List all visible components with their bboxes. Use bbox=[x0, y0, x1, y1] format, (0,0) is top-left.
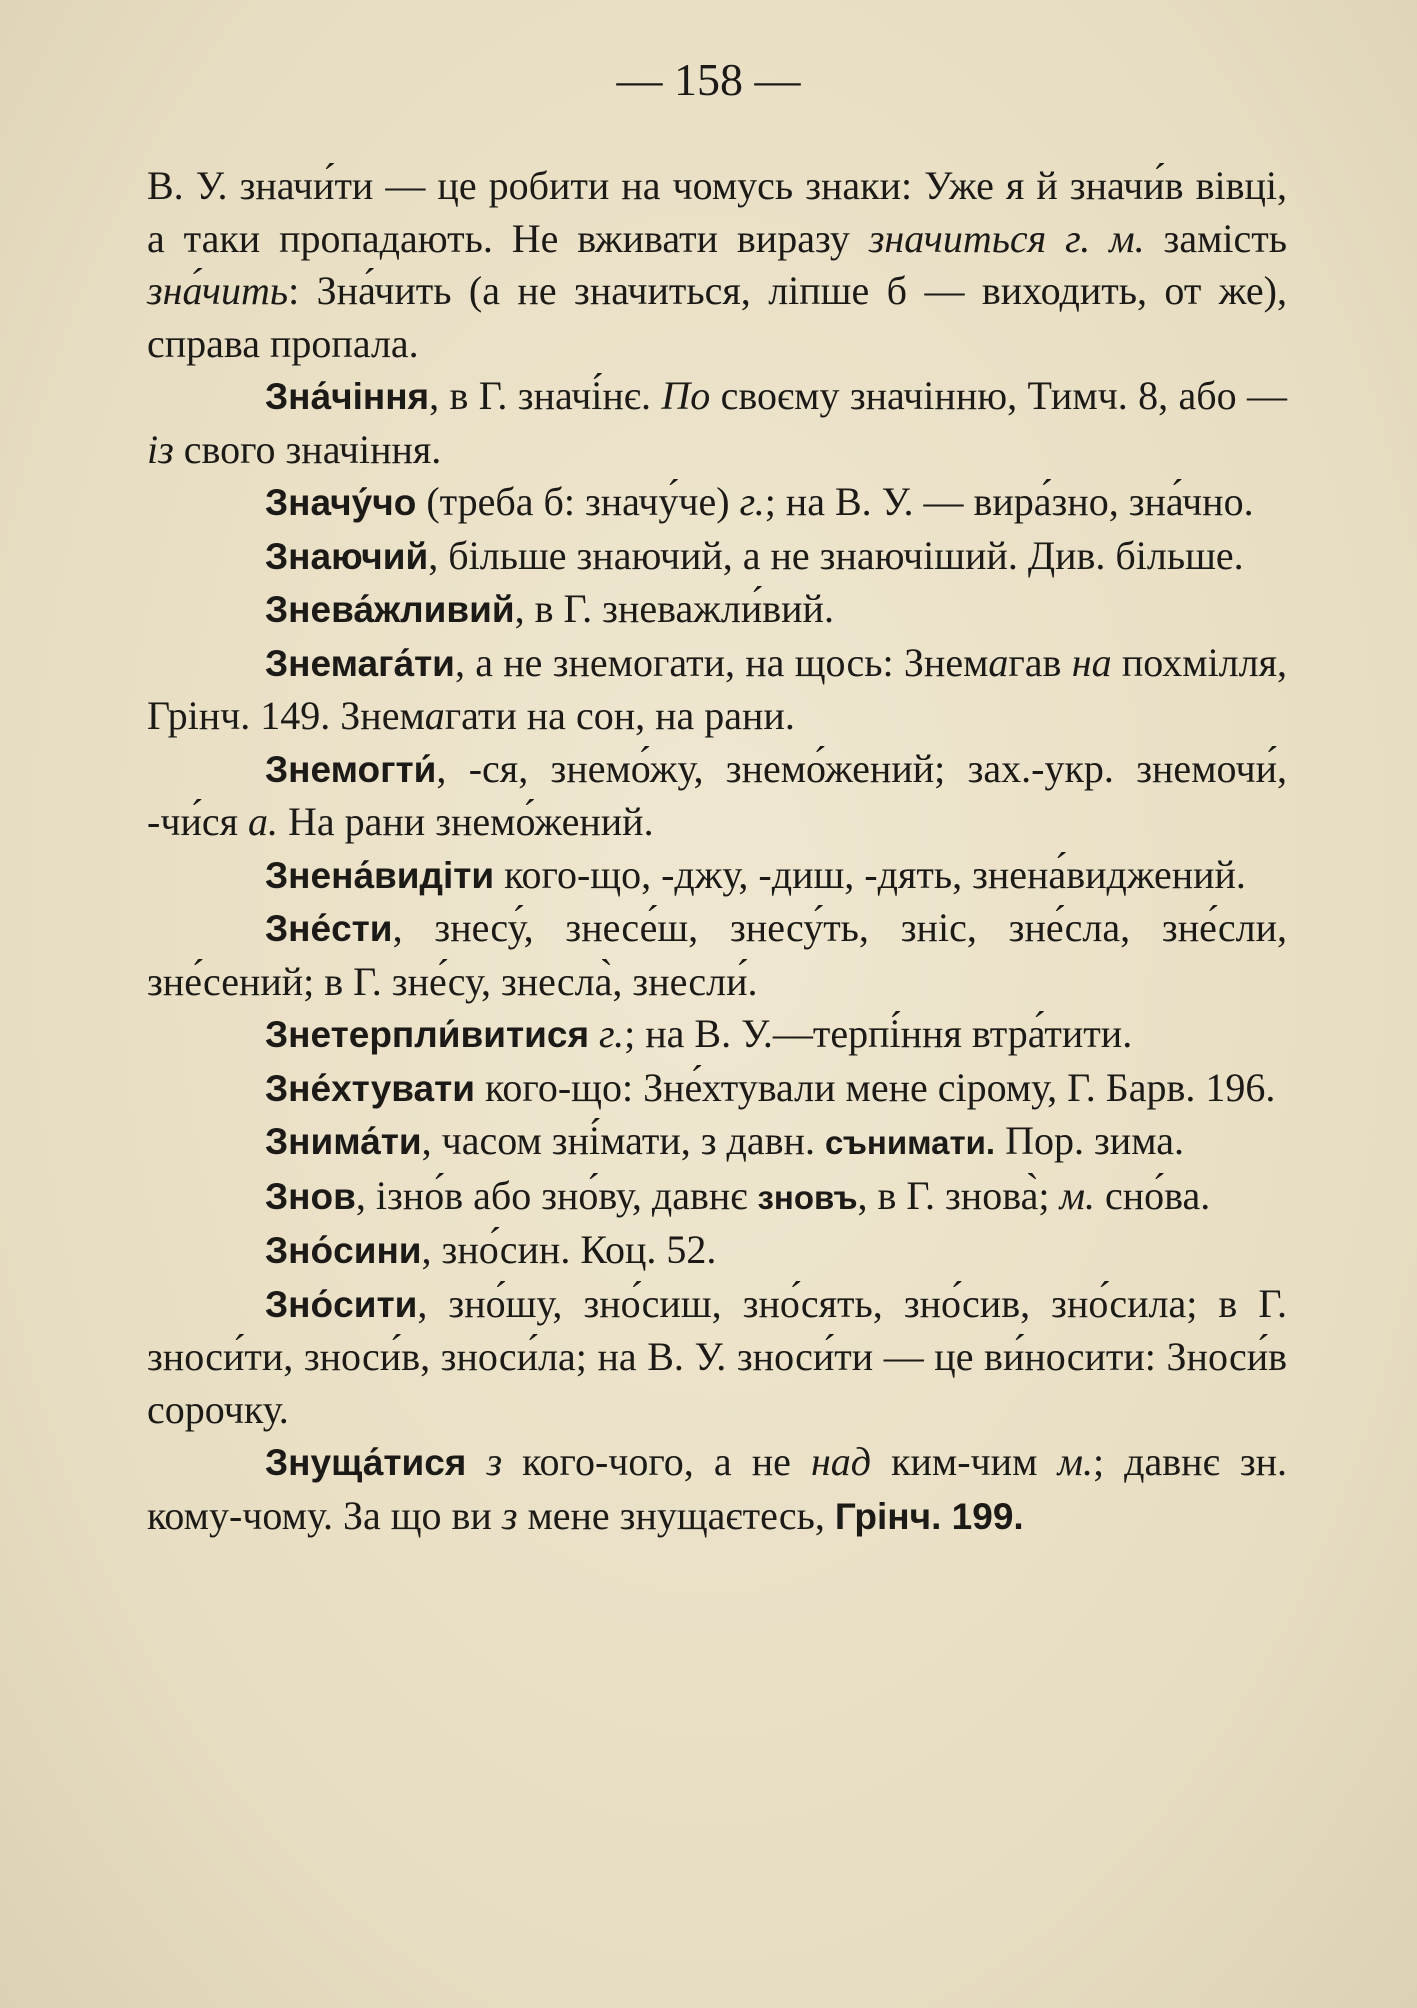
entry-text: , зно́син. Коц. 52. bbox=[421, 1227, 717, 1272]
headword: Зне́хтувати bbox=[265, 1067, 476, 1109]
dictionary-entry bbox=[147, 902, 1287, 1008]
dictionary-entry bbox=[147, 1436, 1287, 1543]
entry-text: гав bbox=[1008, 639, 1072, 685]
dictionary-entry bbox=[147, 1170, 1287, 1225]
headword: Знетерпли́витися bbox=[265, 1014, 590, 1055]
dictionary-entry bbox=[147, 476, 1287, 530]
headword: Знима́ти bbox=[265, 1121, 422, 1162]
entry-text: (треба б: значу́че) bbox=[416, 479, 740, 524]
headword: Знемага́ти bbox=[265, 642, 455, 684]
entry-text: ; давнє зн. кому-чому. За що ви bbox=[147, 1439, 1288, 1538]
entry-text: кого-що, -джу, -диш, -дять, знена́виджений. bbox=[494, 851, 1246, 897]
headword: Знева́жливий bbox=[265, 589, 515, 630]
italic-note: а bbox=[988, 639, 1009, 685]
dictionary-entry bbox=[147, 1278, 1287, 1437]
old-form: сънимати. bbox=[824, 1124, 996, 1161]
entry-text: ; на В. У.—терпі́ння втра́тити. bbox=[624, 1011, 1133, 1056]
entry-text: кого-чого, а не bbox=[502, 1439, 811, 1484]
headword: Зна́чіння bbox=[265, 376, 430, 417]
entry-text: замість bbox=[1144, 215, 1287, 261]
italic-note: із bbox=[147, 426, 174, 472]
entry-text: , більше знаючий, а не знаючіший. Див. більше. bbox=[428, 532, 1244, 578]
italic-note: а bbox=[424, 693, 445, 738]
headword: Знена́видіти bbox=[265, 854, 495, 896]
dictionary-entry bbox=[147, 1062, 1287, 1116]
italic-note: м. bbox=[1059, 1172, 1095, 1218]
dictionary-text bbox=[147, 160, 1287, 1543]
old-form: зновъ bbox=[757, 1178, 858, 1216]
entry-text bbox=[589, 1011, 599, 1056]
entry-text: ; на В. У. — вира́зно, зна́чно. bbox=[764, 479, 1254, 524]
dictionary-entry bbox=[147, 743, 1287, 849]
entry-text: Пор. зима. bbox=[995, 1118, 1184, 1163]
dictionary-entry bbox=[147, 849, 1287, 903]
dictionary-entry bbox=[147, 530, 1287, 584]
italic-note: з bbox=[486, 1439, 503, 1484]
entry-text: сно́ва. bbox=[1094, 1172, 1211, 1218]
italic-note: на bbox=[1071, 639, 1112, 685]
dictionary-entry bbox=[147, 637, 1287, 743]
italic-note: г. bbox=[599, 1011, 625, 1056]
entry-text: , -ся, знемо́жу, знемо́жений; зах.-укр. знемочи́, -чи́ся bbox=[147, 745, 1287, 844]
entry-text: , а не знемогати, на щось: Знем bbox=[454, 639, 989, 685]
entry-text: В. У. значи́ти — це робити на чомусь знаки: Уже я й значи́в вівці, а таки пропадають. Не вживати виразу bbox=[147, 163, 1287, 261]
entry-text: , в Г. знова̀; bbox=[857, 1172, 1060, 1218]
entry-text: своєму значінню, Тимч. 8, або — bbox=[710, 373, 1287, 418]
italic-note: г. bbox=[739, 479, 765, 524]
entry-text: , ізно́в або зно́ву, давнє bbox=[355, 1172, 758, 1218]
entry-text: гати на сон, на рани. bbox=[444, 693, 795, 738]
headword: Знемогти́ bbox=[265, 748, 437, 790]
entry-text: На рани знемо́жений. bbox=[278, 799, 654, 844]
entry-text: , знесу́, знесе́ш, знесу́ть, зніс, зне́сла, зне́сли, зне́сений; в Г. зне́су, знесла̀, знесли́. bbox=[147, 905, 1287, 1004]
italic-note: По bbox=[661, 373, 711, 418]
entry-text: мене знущаєтесь, bbox=[517, 1492, 835, 1538]
headword: Знаючий bbox=[265, 535, 429, 577]
entry-text: : Зна́чить (а не значиться, ліпше б — виходить, от же), справа пропала. bbox=[147, 268, 1287, 366]
entry-text: ким-чим bbox=[871, 1439, 1058, 1484]
entry-text: , в Г. зневажли́вий. bbox=[514, 586, 834, 631]
entry-text: похмілля, Грінч. 149. Знем bbox=[147, 639, 1287, 738]
italic-note: зна́чить bbox=[147, 268, 289, 313]
italic-note: м. bbox=[1057, 1439, 1093, 1484]
entry-text: , часом зні́мати, з давн. bbox=[421, 1118, 825, 1163]
dictionary-entry bbox=[147, 1115, 1287, 1170]
italic-note: а. bbox=[248, 799, 278, 844]
headword: Значу́чо bbox=[265, 482, 417, 523]
dictionary-entry bbox=[147, 1224, 1287, 1278]
italic-note: значиться г. м. bbox=[868, 215, 1145, 261]
entry-text bbox=[466, 1439, 486, 1484]
entry-text: кого-що: Зне́хтували мене сірому, Г. Барв. 196. bbox=[475, 1064, 1276, 1110]
headword: Грінч. 199. bbox=[834, 1495, 1024, 1537]
entry-text: свого значіння. bbox=[173, 426, 442, 472]
continued-paragraph bbox=[147, 160, 1287, 370]
headword: Знов bbox=[265, 1175, 356, 1217]
dictionary-entry bbox=[147, 583, 1287, 637]
italic-note: з bbox=[501, 1492, 518, 1538]
page-number: — 158 — bbox=[616, 54, 801, 105]
entry-text: , зно́шу, зно́сиш, зно́сять, зно́сив, зно́сила; в Г. зноси́ти, зноси́в, зноси́ла; на В. У. зноси́ти — це ви́носити: Зноси́в сорочку. bbox=[147, 1280, 1287, 1432]
headword: Зно́сини bbox=[265, 1230, 422, 1271]
dictionary-entry bbox=[147, 370, 1287, 476]
headword: Знуща́тися bbox=[265, 1442, 467, 1483]
dictionary-entry bbox=[147, 1008, 1287, 1062]
headword: Зно́сити bbox=[265, 1283, 418, 1325]
entry-text: , в Г. значі́нє. bbox=[429, 373, 662, 418]
headword: Зне́сти bbox=[265, 908, 393, 949]
italic-note: над bbox=[810, 1439, 872, 1484]
